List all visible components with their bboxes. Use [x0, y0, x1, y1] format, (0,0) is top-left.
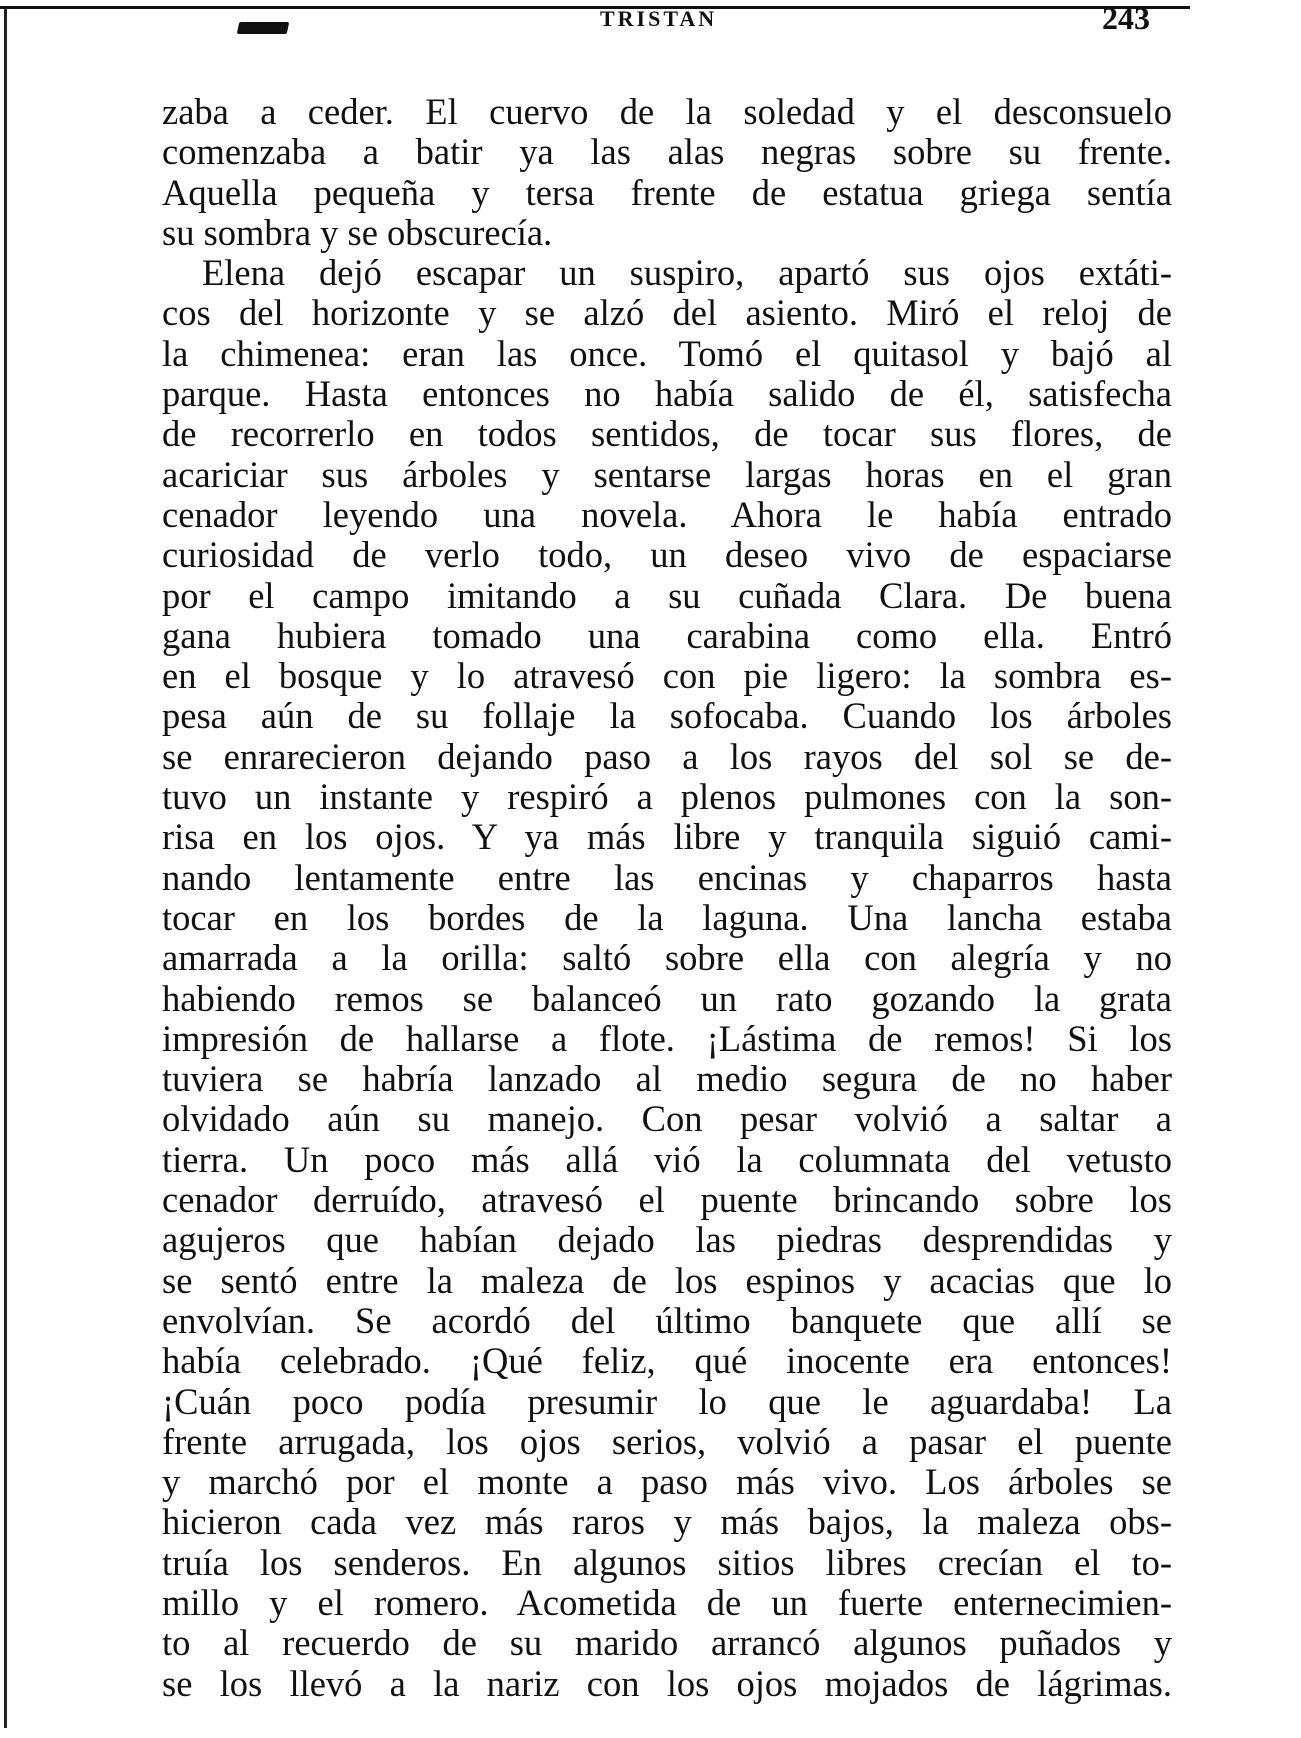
text-line: agujeros que habían dejado las piedras desprendidas y: [162, 1220, 1172, 1261]
text-line: hicieron cada vez más raros y más bajos, la maleza obs-: [162, 1502, 1172, 1543]
text-line: tuvo un instante y respiró a plenos pulmones con la son-: [162, 777, 1172, 818]
left-edge-rule: [4, 8, 7, 1728]
text-line: envolvían. Se acordó del último banquete que allí se: [162, 1300, 1172, 1341]
text-line: su sombra y se obscurecía.: [162, 212, 553, 253]
text-line: se sentó entre la maleza de los espinos y acacias que lo: [162, 1260, 1172, 1301]
text-line: tocar en los bordes de la laguna. Una lancha estaba: [162, 897, 1172, 938]
text-line: tierra. Un poco más allá vió la columnata del vetusto: [162, 1139, 1172, 1180]
text-line: to al recuerdo de su marido arrancó algunos puñados y: [162, 1623, 1172, 1664]
text-line: Aquella pequeña y tersa frente de estatua griega sentía: [162, 172, 1172, 213]
text-line: se los llevó a la nariz con los ojos mojados de lágrimas.: [162, 1663, 1172, 1704]
text-line: parque. Hasta entonces no había salido de él, satisfecha: [162, 374, 1172, 415]
text-line: gana hubiera tomado una carabina como ella. Entró: [162, 615, 1172, 656]
text-line: olvidado aún su manejo. Con pesar volvió a saltar a: [162, 1099, 1172, 1140]
text-line: impresión de hallarse a flote. ¡Lástima de remos! Si los: [162, 1018, 1172, 1059]
text-line: millo y el romero. Acometida de un fuerte enternecimien-: [162, 1582, 1172, 1623]
body-text: [162, 92, 1172, 1704]
running-title: TRISTAN: [600, 6, 718, 31]
text-line: zaba a ceder. El cuervo de la soledad y el desconsuelo: [162, 92, 1172, 132]
text-line: tuviera se habría lanzado al medio segura de no haber: [162, 1059, 1172, 1100]
page-number: 243: [1102, 0, 1150, 36]
ink-smudge-mark: [237, 22, 290, 34]
text-line: Elena dejó escapar un suspiro, apartó sus ojos extáti-: [202, 253, 1172, 294]
text-line: se enrarecieron dejando paso a los rayos del sol se de-: [162, 736, 1172, 777]
text-line: frente arrugada, los ojos serios, volvió a pasar el puente: [162, 1421, 1172, 1462]
text-line: por el campo imitando a su cuñada Clara. De buena: [162, 575, 1172, 616]
top-edge-rule: [0, 6, 1190, 9]
text-line: acariciar sus árboles y sentarse largas horas en el gran: [162, 454, 1172, 495]
text-line: amarrada a la orilla: saltó sobre ella con alegría y no: [162, 938, 1172, 979]
text-line: curiosidad de verlo todo, un deseo vivo de espaciarse: [162, 535, 1172, 576]
text-line: cenador derruído, atravesó el puente brincando sobre los: [162, 1180, 1172, 1221]
text-line: de recorrerlo en todos sentidos, de tocar sus flores, de: [162, 414, 1172, 455]
text-line: cos del horizonte y se alzó del asiento. Miró el reloj de: [162, 293, 1172, 334]
text-line: comenzaba a batir ya las alas negras sobre su frente.: [162, 132, 1172, 173]
text-line: nando lentamente entre las encinas y chaparros hasta: [162, 857, 1172, 898]
text-line: y marchó por el monte a paso más vivo. Los árboles se: [162, 1462, 1172, 1503]
text-line: risa en los ojos. Y ya más libre y tranquila siguió cami-: [162, 817, 1172, 858]
text-line: ¡Cuán poco podía presumir lo que le aguardaba! La: [162, 1381, 1172, 1422]
text-line: en el bosque y lo atravesó con pie ligero: la sombra es-: [162, 656, 1172, 697]
text-line: habiendo remos se balanceó un rato gozando la grata: [162, 978, 1172, 1019]
text-line: había celebrado. ¡Qué feliz, qué inocente era entonces!: [162, 1341, 1172, 1382]
text-line: la chimenea: eran las once. Tomó el quitasol y bajó al: [162, 333, 1172, 374]
text-line: cenador leyendo una novela. Ahora le había entrado: [162, 494, 1172, 535]
text-line: truía los senderos. En algunos sitios libres crecían el to-: [162, 1542, 1172, 1583]
text-line: pesa aún de su follaje la sofocaba. Cuando los árboles: [162, 696, 1172, 737]
